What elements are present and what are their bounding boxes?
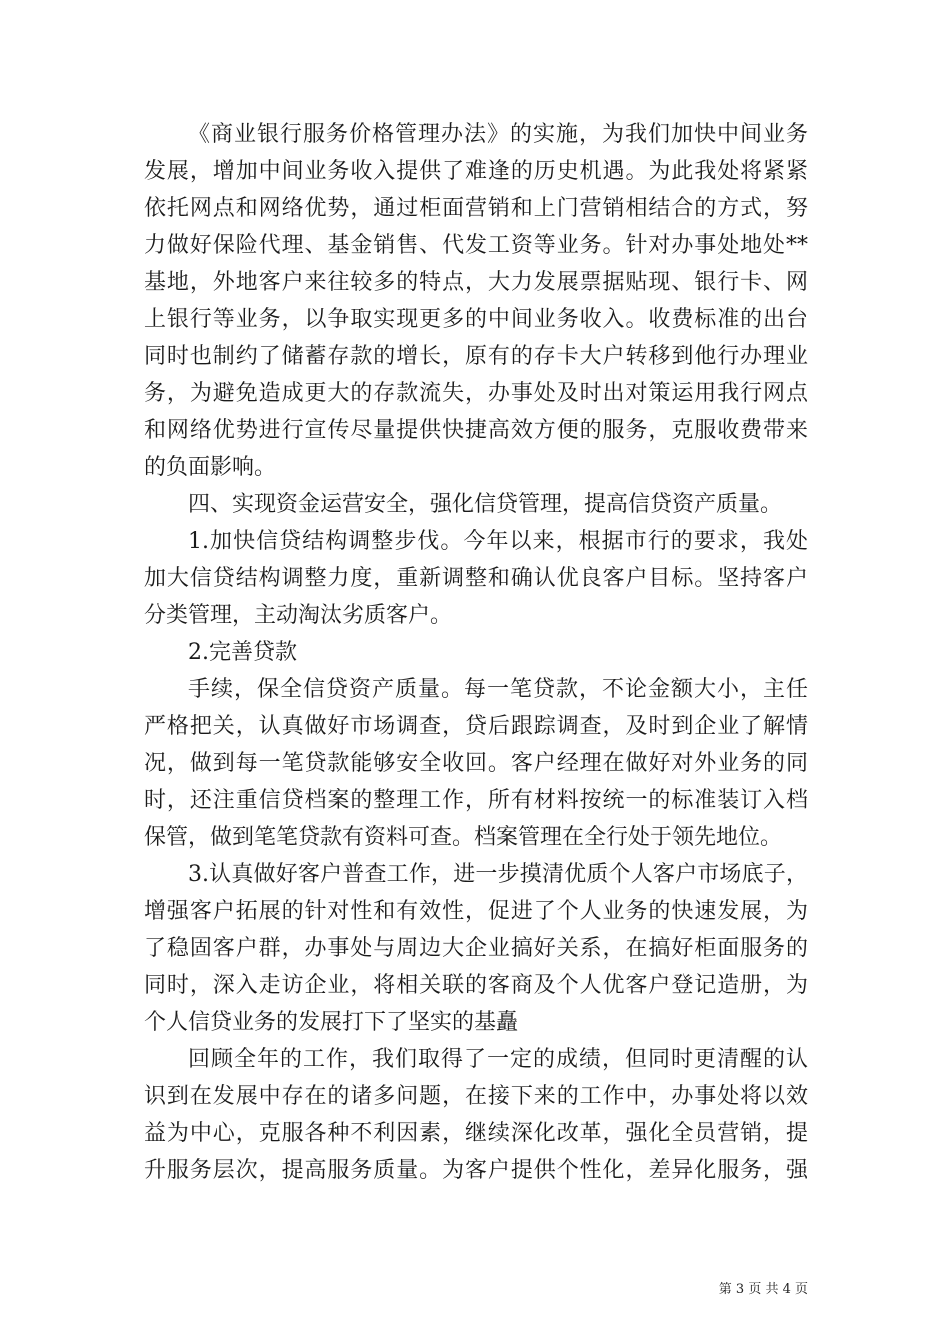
text-line: 回顾全年的工作，我们取得了一定的成绩，但同时更清醒的认 (188, 1047, 808, 1072)
text-line: 和网络优势进行宣传尽量提供快捷高效方便的服务，克服收费带来 (144, 418, 808, 443)
page-number: 第 3 页 共 4 页 (718, 1282, 808, 1297)
text-line: 升服务层次，提高服务质量。为客户提供个性化，差异化服务，强 (144, 1158, 808, 1183)
text-line: 《商业银行服务价格管理办法》的实施，为我们加快中间业务 (188, 122, 808, 147)
text-line: 基地，外地客户来往较多的特点，大力发展票据贴现、银行卡、网 (144, 270, 808, 295)
text-line: 3.认真做好客户普查工作，进一步摸清优质个人客户市场底子， (188, 862, 808, 887)
text-line: 1.加快信贷结构调整步伐。今年以来，根据市行的要求，我处 (188, 529, 808, 554)
text-line: 了稳固客户群，办事处与周边大企业搞好关系，在搞好柜面服务的 (144, 936, 808, 961)
text-line: 时，还注重信贷档案的整理工作，所有材料按统一的标准装订入档 (144, 788, 808, 813)
text-line: 保管，做到笔笔贷款有资料可查。档案管理在全行处于领先地位。 (144, 825, 783, 850)
text-line: 严格把关，认真做好市场调查，贷后跟踪调查，及时到企业了解情 (144, 714, 808, 739)
text-line: 务，为避免造成更大的存款流失，办事处及时出对策运用我行网点 (144, 381, 808, 406)
text-line: 增强客户拓展的针对性和有效性，促进了个人业务的快速发展，为 (144, 899, 808, 924)
document-body (144, 116, 808, 1189)
text-line: 力做好保险代理、基金销售、代发工资等业务。针对办事处地处** (144, 233, 808, 258)
text-line: 加大信贷结构调整力度，重新调整和确认优良客户目标。坚持客户 (144, 566, 808, 591)
text-line: 四、实现资金运营安全，强化信贷管理，提高信贷资产质量。 (188, 492, 783, 517)
text-line: 识到在发展中存在的诸多问题，在接下来的工作中，办事处将以效 (144, 1084, 808, 1109)
text-line: 益为中心，克服各种不利因素，继续深化改革，强化全员营销，提 (144, 1121, 808, 1146)
text-line: 发展，增加中间业务收入提供了难逢的历史机遇。为此我处将紧紧 (144, 159, 808, 184)
text-line: 的负面影响。 (144, 455, 277, 480)
text-line: 依托网点和网络优势，通过柜面营销和上门营销相结合的方式，努 (144, 196, 808, 221)
text-line: 同时，深入走访企业，将相关联的客商及个人优客户登记造册，为 (144, 973, 808, 998)
text-line: 手续，保全信贷资产质量。每一笔贷款，不论金额大小，主任 (188, 677, 808, 702)
text-line: 分类管理，主动淘汰劣质客户。 (144, 603, 453, 628)
text-line: 2.完善贷款 (188, 640, 297, 665)
text-line: 上银行等业务，以争取实现更多的中间业务收入。收费标准的出台 (144, 307, 808, 332)
text-line: 个人信贷业务的发展打下了坚实的基矗 (144, 1010, 519, 1035)
text-line: 况，做到每一笔贷款能够安全收回。客户经理在做好对外业务的同 (144, 751, 808, 776)
text-line: 同时也制约了储蓄存款的增长，原有的存卡大户转移到他行办理业 (144, 344, 808, 369)
